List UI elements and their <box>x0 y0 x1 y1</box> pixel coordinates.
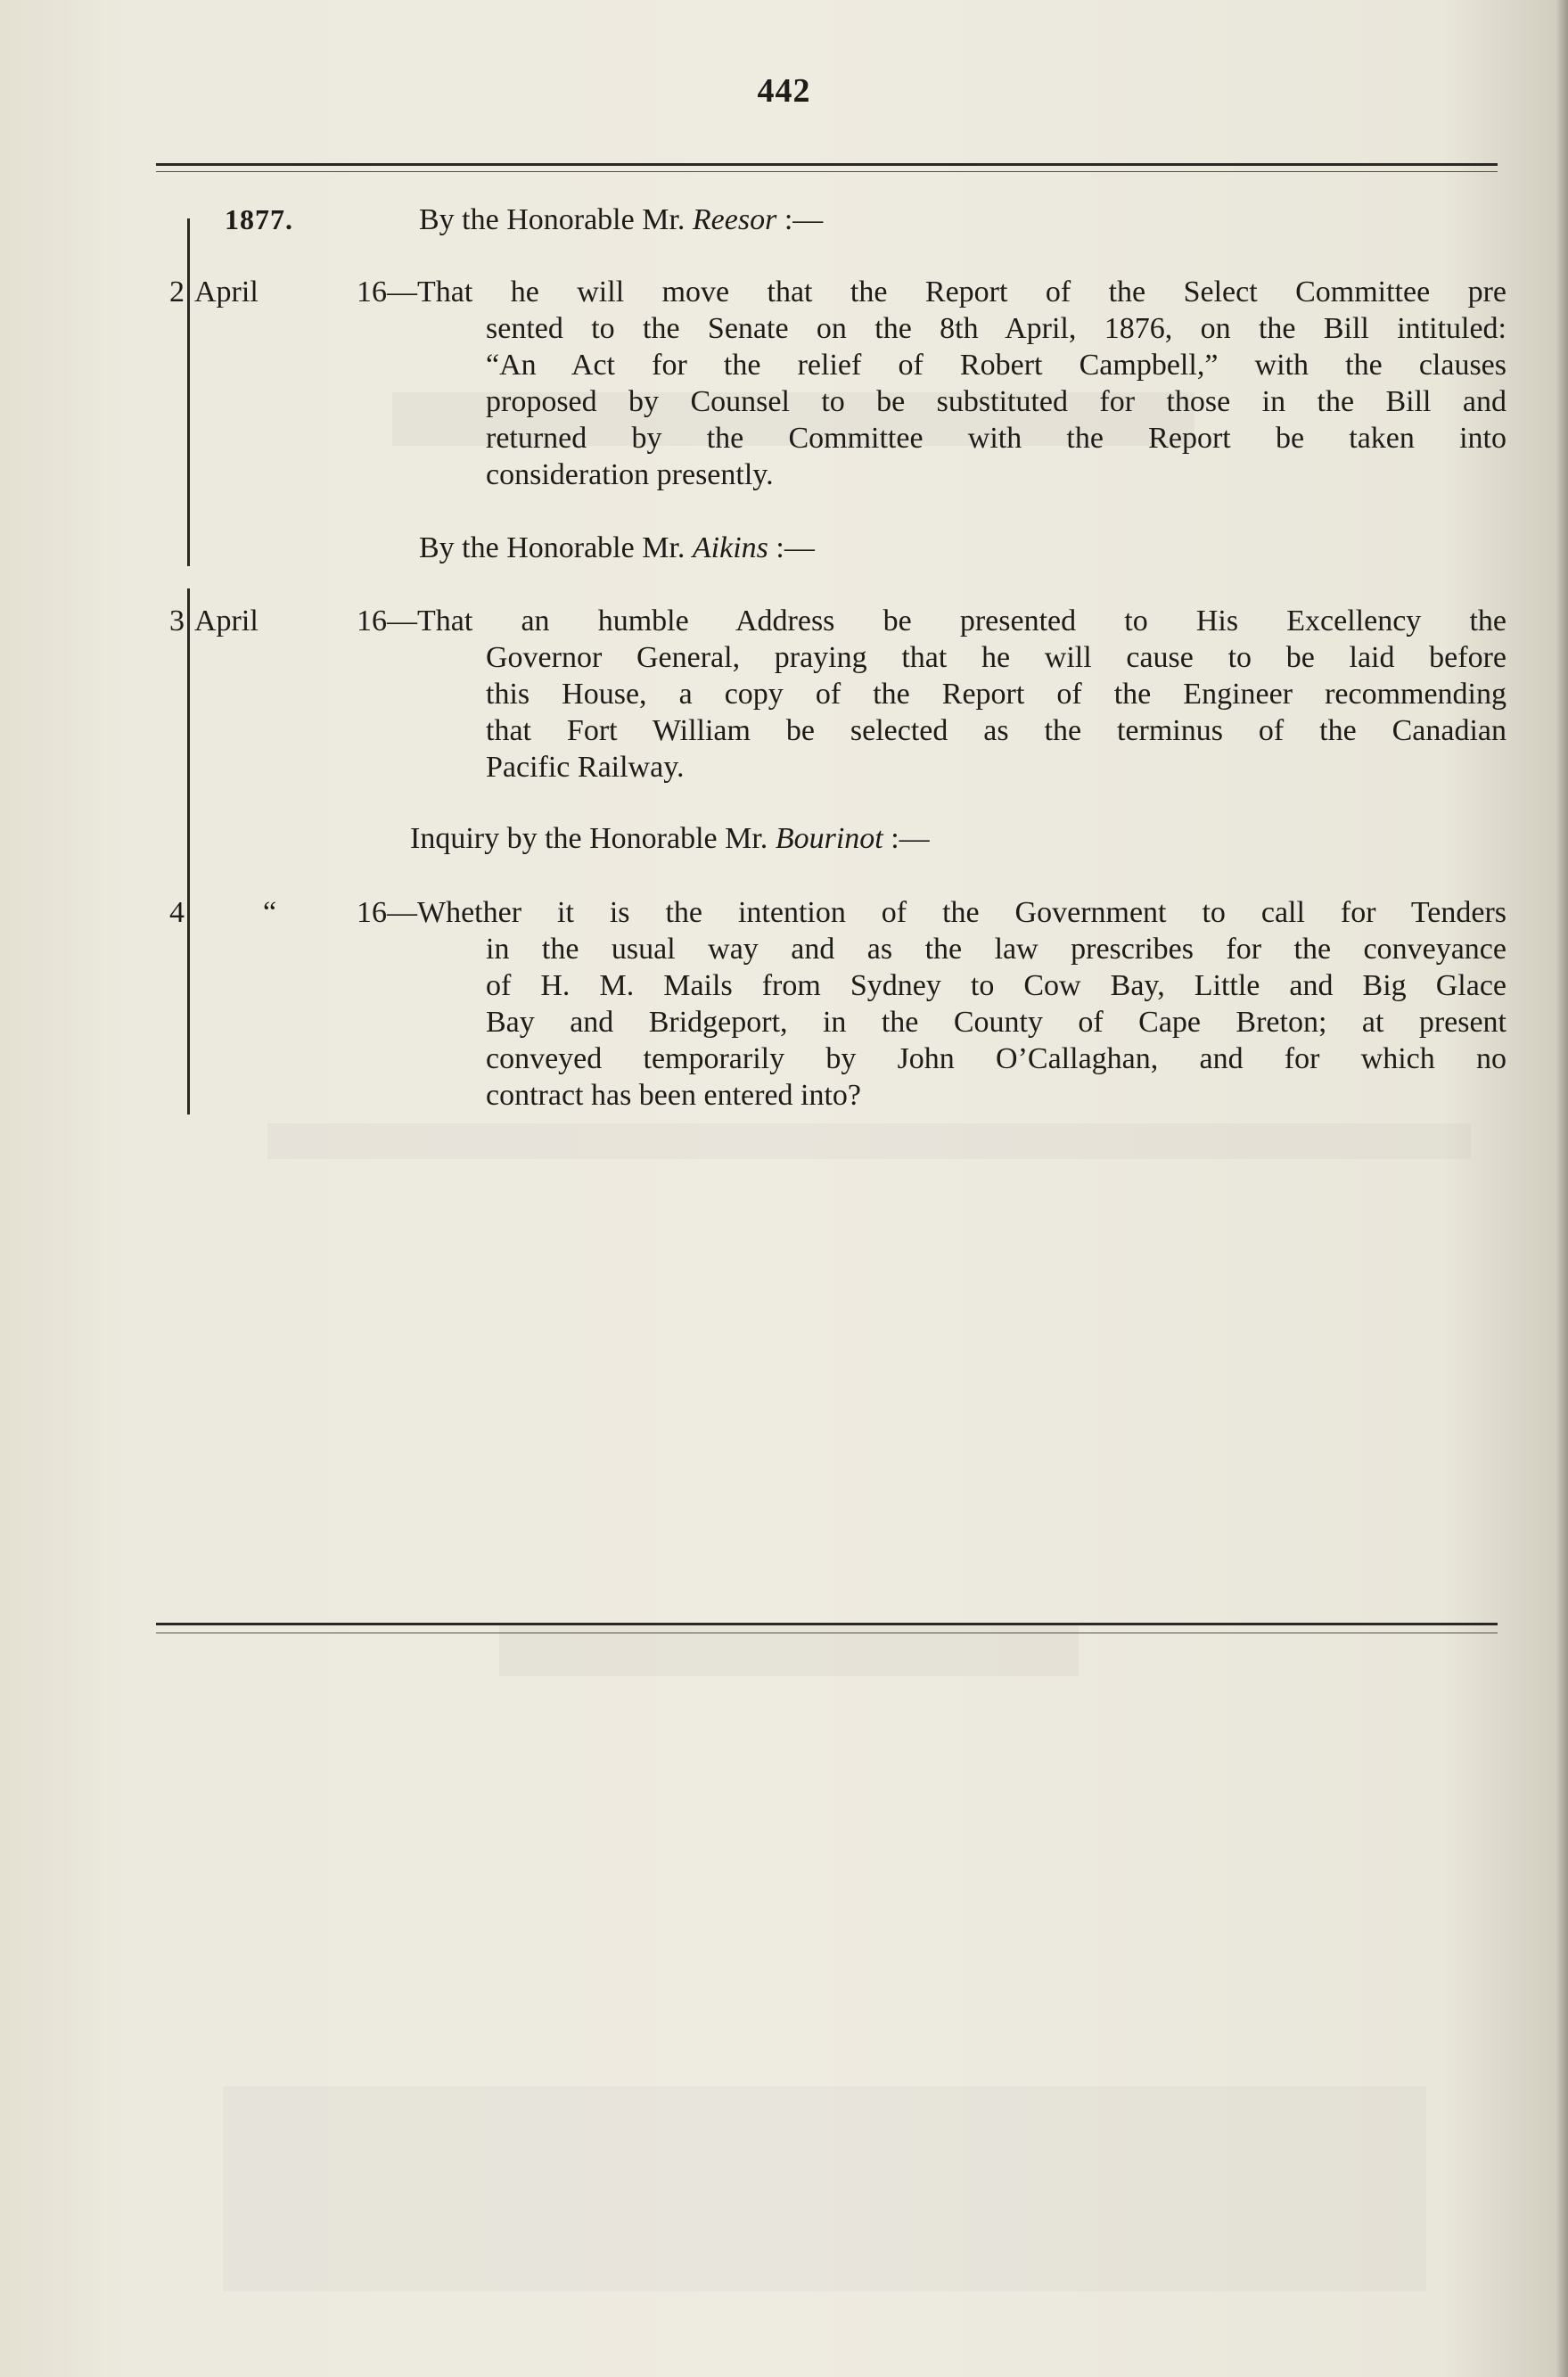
entry-2-line-5: consideration presently. <box>486 458 774 491</box>
entry-number-2: 2 <box>169 276 185 308</box>
entry-4-line-5: contract has been entered into? <box>486 1079 862 1112</box>
margin-line-3 <box>187 896 190 1114</box>
margin-line-2 <box>187 588 190 909</box>
section-2-heading-suffix: :— <box>768 531 815 564</box>
section-1-heading-suffix: :— <box>776 203 824 236</box>
entry-month-2: April <box>194 276 259 308</box>
show-through-band-2 <box>267 1123 1471 1159</box>
section-1-heading-name: Reesor <box>692 203 777 236</box>
entry-month-3: April <box>194 605 259 637</box>
entry-3-line-1: Governor General, praying that he will cause to be laid before <box>486 641 1506 674</box>
section-2-heading-name: Aikins <box>692 531 768 564</box>
entry-4-line-1: in the usual way and as the law prescribes for the conveyance <box>486 933 1506 966</box>
entry-number-3: 3 <box>169 605 185 637</box>
entry-2-line-3: proposed by Counsel to be substituted for those in the Bill and <box>486 385 1506 418</box>
entry-4-line-3: Bay and Bridgeport, in the County of Cape Breton; at present <box>486 1006 1506 1039</box>
section-3-heading-suffix: :— <box>883 822 930 855</box>
show-through-band-4 <box>223 2086 1426 2291</box>
section-2-heading <box>419 530 815 566</box>
section-3-heading <box>410 820 930 857</box>
entry-2-line-4: returned by the Committee with the Report be taken into <box>486 422 1506 455</box>
year-label: 1877. <box>225 203 293 235</box>
entry-3-line-2: this House, a copy of the Report of the Engineer recommending <box>486 678 1506 711</box>
entry-3-line-4: Pacific Railway. <box>486 751 685 784</box>
section-3-heading-prefix: Inquiry by the Honorable Mr. <box>410 822 776 855</box>
entry-4-first-line: 16—Whether it is the intention of the Government to call for Tenders <box>357 896 1506 929</box>
entry-2-line-1: sented to the Senate on the 8th April, 1876, on the Bill intituled: <box>486 312 1506 345</box>
entry-month-4: “ <box>263 896 277 929</box>
top-rule-thin <box>156 171 1498 172</box>
section-1-heading <box>419 202 823 238</box>
entry-3-first-line: 16—That an humble Address be presented to His Excellency the <box>357 605 1506 637</box>
entry-2-first-line: 16—That he will move that the Report of the Select Committee pre <box>357 276 1506 308</box>
entry-3-line-3: that Fort William be selected as the terminus of the Canadian <box>486 714 1506 747</box>
section-2-heading-prefix: By the Honorable Mr. <box>419 531 693 564</box>
top-rule <box>156 163 1498 166</box>
show-through-band-3 <box>499 1623 1079 1676</box>
entry-number-4: 4 <box>169 896 185 929</box>
page-number: 442 <box>757 72 811 110</box>
margin-line-1 <box>187 218 190 566</box>
entry-4-line-2: of H. M. Mails from Sydney to Cow Bay, Little and Big Glace <box>486 969 1506 1002</box>
bottom-rule <box>156 1623 1498 1625</box>
section-1-heading-prefix: By the Honorable Mr. <box>419 203 693 236</box>
section-3-heading-name: Bourinot <box>775 822 883 855</box>
entry-2-line-2: “An Act for the relief of Robert Campbell,” with the clauses <box>486 349 1506 382</box>
entry-4-line-4: conveyed temporarily by John O’Callaghan, and for which no <box>486 1042 1506 1075</box>
page-edge-shadow <box>1556 0 1568 2377</box>
